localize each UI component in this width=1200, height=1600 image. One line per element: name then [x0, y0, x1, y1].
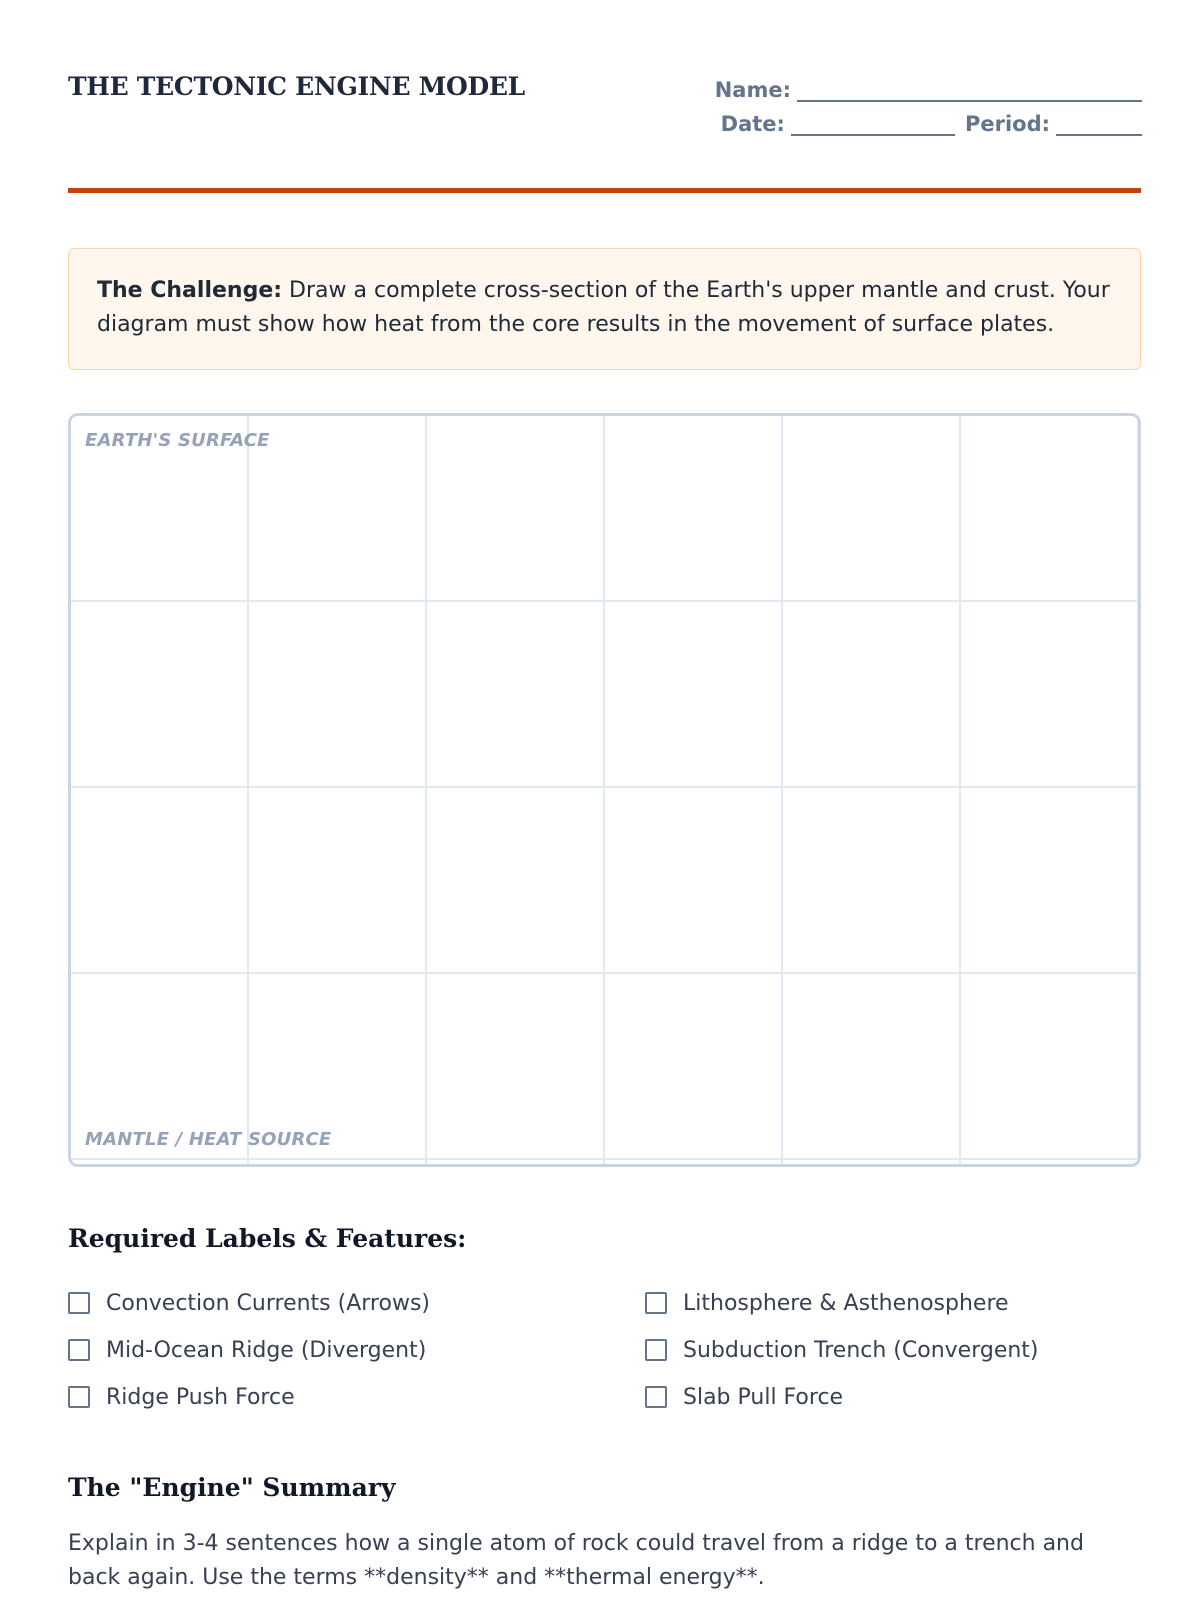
checkbox[interactable]: [68, 1386, 90, 1408]
engine-summary-heading: The "Engine" Summary: [68, 1473, 396, 1502]
checkbox[interactable]: [645, 1386, 667, 1408]
checklist-item-label: Ridge Push Force: [106, 1384, 295, 1410]
checklist-item-label: Subduction Trench (Convergent): [683, 1337, 1039, 1363]
name-row: [702, 68, 1142, 102]
challenge-box: [68, 248, 1141, 370]
checklist-item[interactable]: [68, 1290, 645, 1316]
required-labels-checklist: [68, 1290, 1141, 1410]
page-title: THE TECTONIC ENGINE MODEL: [68, 72, 525, 101]
checklist-item[interactable]: [68, 1384, 645, 1410]
checkbox[interactable]: [645, 1292, 667, 1314]
checklist-item[interactable]: [645, 1384, 1141, 1410]
period-blank[interactable]: [1056, 112, 1142, 136]
checklist-item[interactable]: [645, 1290, 1141, 1316]
required-labels-heading: Required Labels & Features:: [68, 1224, 467, 1253]
header-divider: [68, 188, 1141, 193]
date-period-row: [702, 102, 1142, 136]
name-label: Name:: [714, 78, 791, 102]
checkbox[interactable]: [68, 1292, 90, 1314]
checklist-item-label: Convection Currents (Arrows): [106, 1290, 430, 1316]
checklist-item-label: Slab Pull Force: [683, 1384, 844, 1410]
engine-summary-prompt: Explain in 3-4 sentences how a single atom of rock could travel from a ridge to a trench and back again. Use the terms **density** and **thermal energy**.: [68, 1531, 1084, 1590]
name-blank[interactable]: [797, 78, 1142, 102]
checkbox[interactable]: [68, 1339, 90, 1361]
student-info-fields: [702, 68, 1142, 136]
period-label: Period:: [964, 112, 1050, 136]
checklist-item[interactable]: [68, 1337, 645, 1363]
date-label: Date:: [720, 112, 785, 136]
challenge-text: Draw a complete cross-section of the Earth's upper mantle and crust. Your diagram must show how heat from the core results in the movement of surface plates.: [97, 278, 1110, 337]
checklist-item-label: Mid-Ocean Ridge (Divergent): [106, 1337, 427, 1363]
date-blank[interactable]: [791, 112, 955, 136]
mantle-heat-source-label: MANTLE / HEAT SOURCE: [85, 1129, 332, 1150]
checklist-item-label: Lithosphere & Asthenosphere: [683, 1290, 1009, 1316]
challenge-lead: The Challenge:: [97, 278, 283, 303]
drawing-grid[interactable]: [68, 413, 1141, 1167]
checkbox[interactable]: [645, 1339, 667, 1361]
checklist-item[interactable]: [645, 1337, 1141, 1363]
earth-surface-label: EARTH'S SURFACE: [85, 430, 270, 451]
